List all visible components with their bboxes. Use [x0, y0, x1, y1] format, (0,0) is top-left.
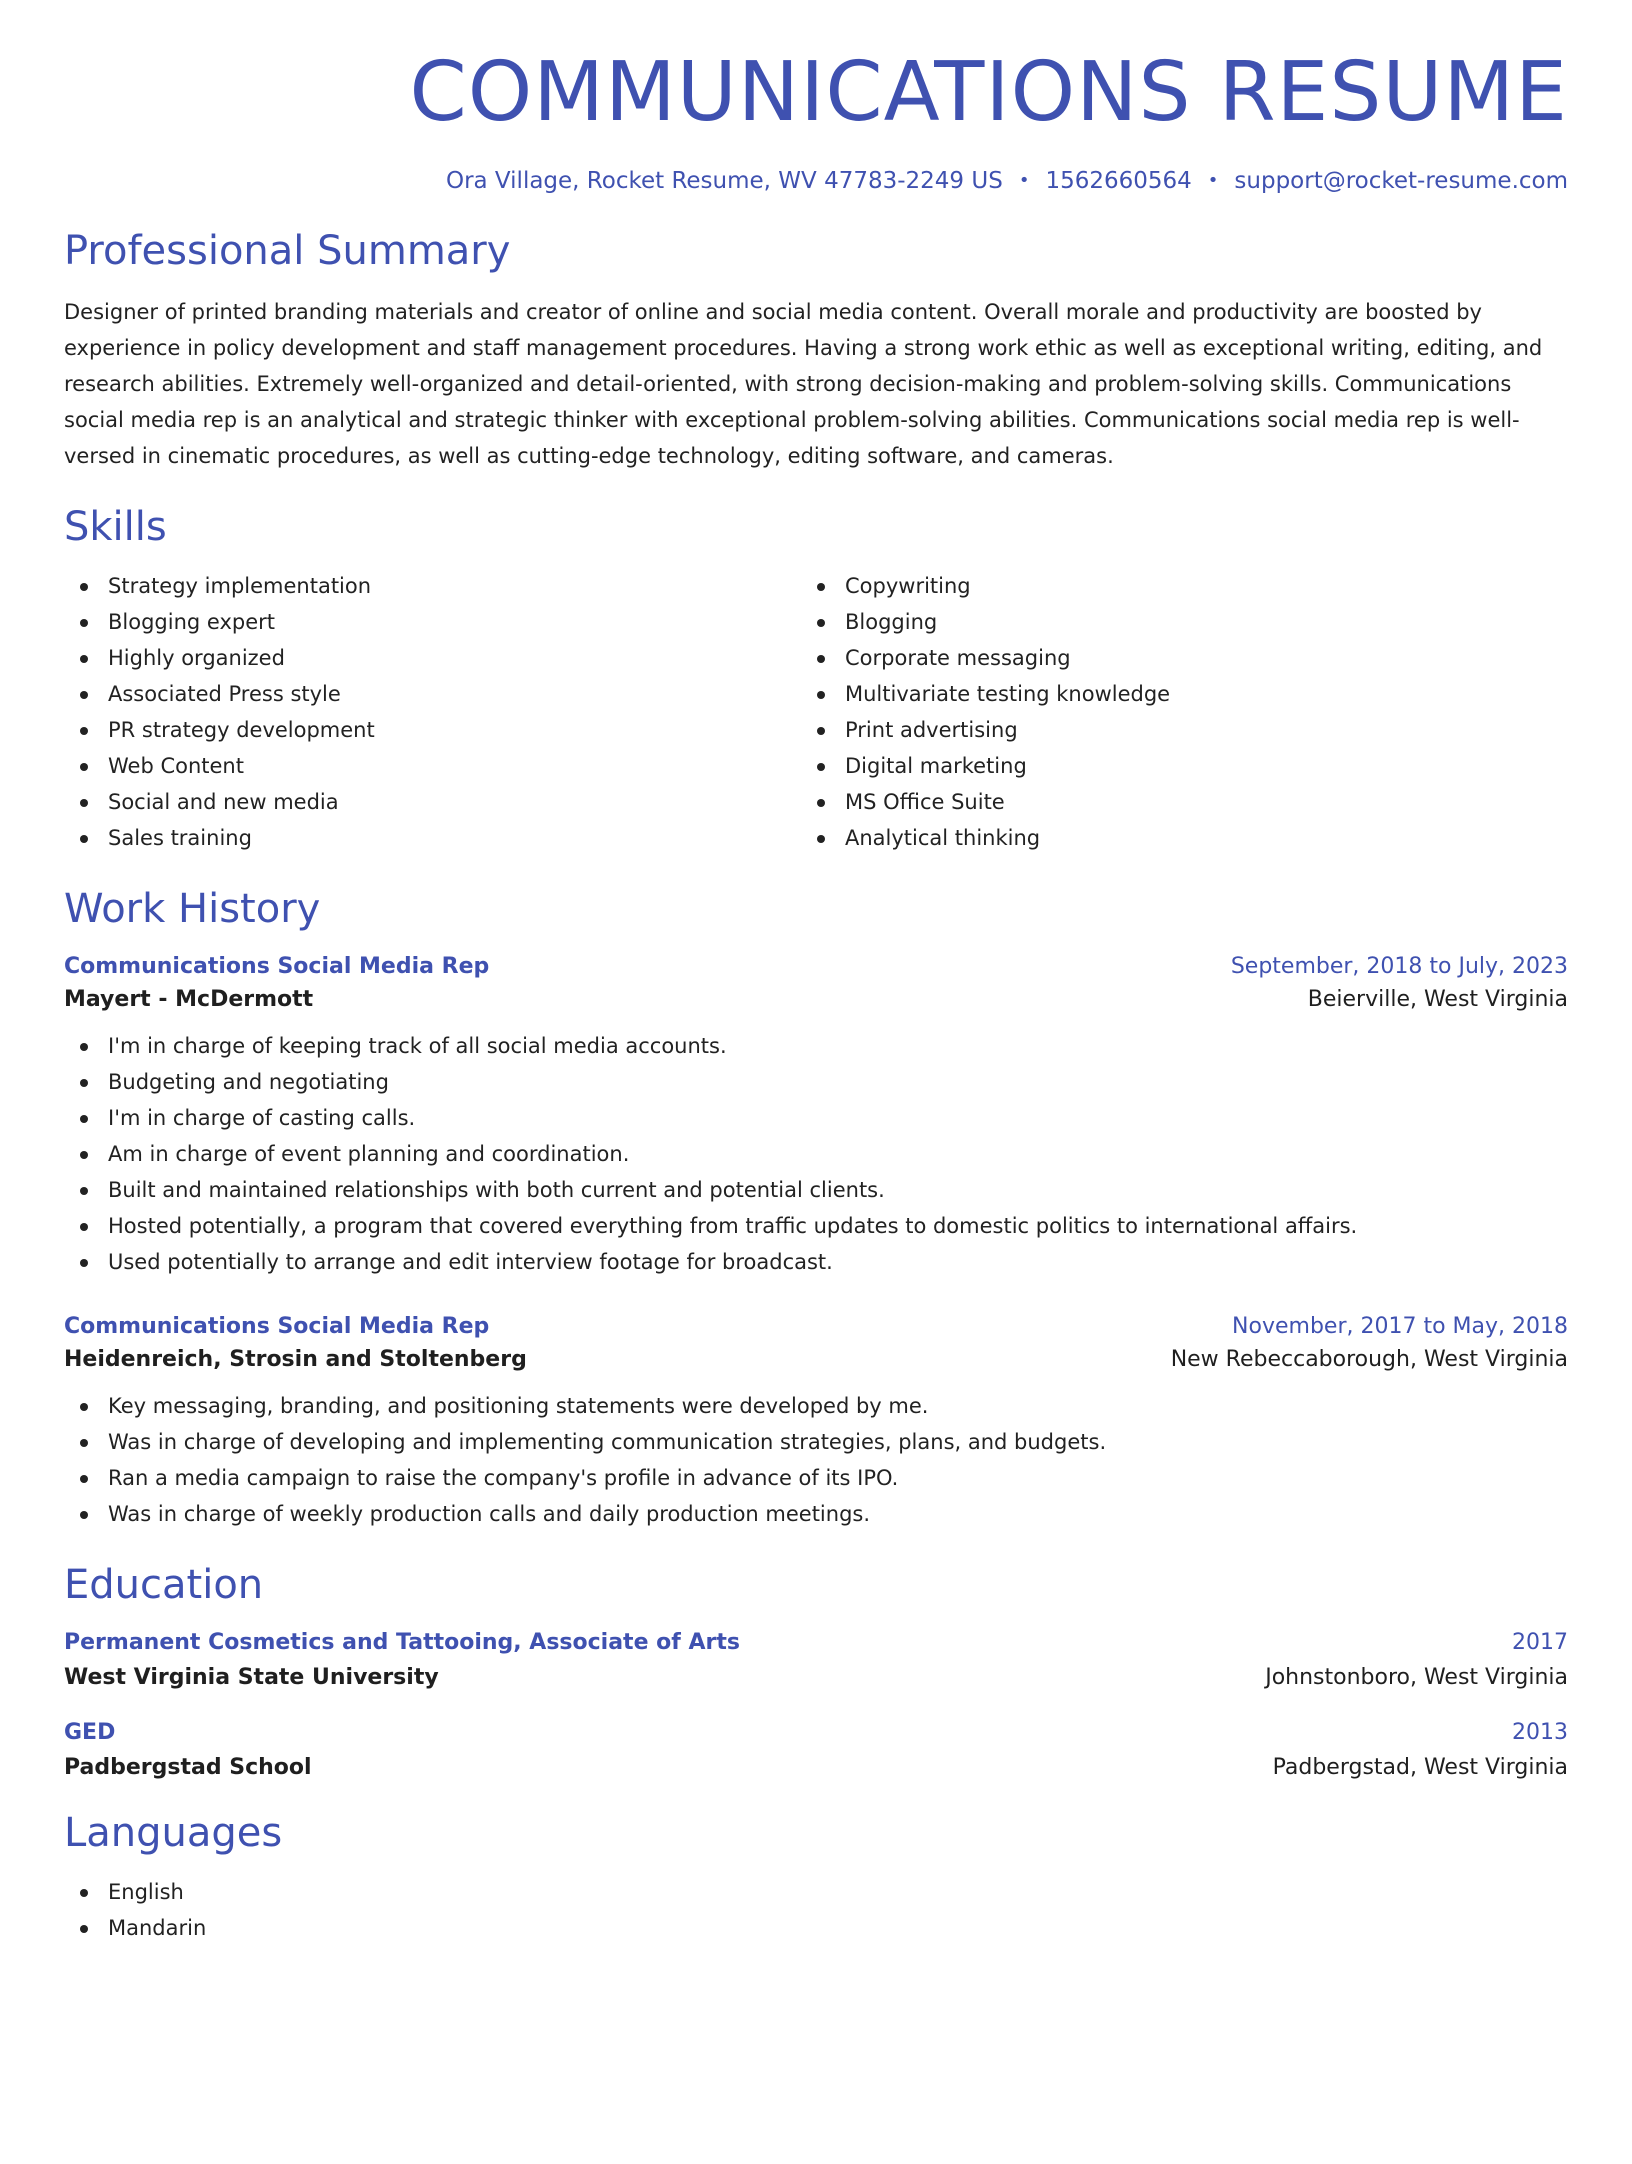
skills-grid [64, 568, 1568, 856]
skills-heading: Skills [64, 504, 167, 550]
education-year: 2013 [1512, 1720, 1568, 1745]
summary-heading: Professional Summary [64, 228, 511, 274]
job-header-row [64, 1314, 1568, 1339]
education-header-row [64, 1720, 1568, 1745]
contact-email[interactable]: support@rocket-resume.com [1234, 168, 1568, 194]
education-location: Johnstonboro, West Virginia [1265, 1665, 1568, 1690]
job-company: Heidenreich, Strosin and Stoltenberg [64, 1347, 527, 1372]
job-duties [64, 1028, 1568, 1280]
education-heading: Education [64, 1562, 264, 1608]
job-title: Communications Social Media Rep [64, 954, 490, 979]
education-year: 2017 [1512, 1630, 1568, 1655]
education-school: West Virginia State University [64, 1665, 439, 1690]
skill-item: Copywriting [801, 568, 1538, 604]
resume-page [0, 45, 1632, 2164]
contact-line [64, 168, 1568, 194]
education-header-row [64, 1630, 1568, 1655]
duty-item: Ran a media campaign to raise the company's profile in advance of its IPO. [64, 1460, 1568, 1496]
duty-item: Budgeting and negotiating [64, 1064, 1568, 1100]
education-entry [64, 1630, 1568, 1690]
education-degree: GED [64, 1720, 116, 1745]
job-company: Mayert - McDermott [64, 987, 314, 1012]
education-entry [64, 1720, 1568, 1780]
education-degree: Permanent Cosmetics and Tattooing, Associate of Arts [64, 1630, 740, 1655]
skill-item: Analytical thinking [801, 820, 1538, 856]
job-entry [64, 1314, 1568, 1532]
languages-section [64, 1810, 1568, 1946]
job-company-row [64, 1347, 1568, 1372]
skill-item: Social and new media [64, 784, 801, 820]
skill-item: Print advertising [801, 712, 1538, 748]
duty-item: Was in charge of developing and implementing communication strategies, plans, and budgets. [64, 1424, 1568, 1460]
skill-item: Blogging expert [64, 604, 801, 640]
job-title: Communications Social Media Rep [64, 1314, 490, 1339]
skill-item: Blogging [801, 604, 1538, 640]
education-location: Padbergstad, West Virginia [1272, 1755, 1568, 1780]
skill-item: MS Office Suite [801, 784, 1538, 820]
languages-heading: Languages [64, 1810, 283, 1856]
education-school-row [64, 1755, 1568, 1780]
skills-section [64, 504, 1568, 856]
duty-item: Hosted potentially, a program that covered everything from traffic updates to domestic politics to international affairs. [64, 1208, 1568, 1244]
work-section [64, 886, 1568, 1532]
skill-item: Strategy implementation [64, 568, 801, 604]
work-heading: Work History [64, 886, 321, 932]
contact-separator: • [1207, 170, 1219, 191]
education-school-row [64, 1665, 1568, 1690]
skill-item: Digital marketing [801, 748, 1538, 784]
contact-address: Ora Village, Rocket Resume, WV 47783-2249 US [445, 168, 1003, 194]
duty-item: Used potentially to arrange and edit interview footage for broadcast. [64, 1244, 1568, 1280]
skill-item: Multivariate testing knowledge [801, 676, 1538, 712]
duty-item: I'm in charge of keeping track of all social media accounts. [64, 1028, 1568, 1064]
duty-item: Built and maintained relationships with both current and potential clients. [64, 1172, 1568, 1208]
skill-item: Associated Press style [64, 676, 801, 712]
education-school: Padbergstad School [64, 1755, 312, 1780]
duty-item: Am in charge of event planning and coordination. [64, 1136, 1568, 1172]
skill-item: Highly organized [64, 640, 801, 676]
duty-item: Key messaging, branding, and positioning statements were developed by me. [64, 1388, 1568, 1424]
education-section [64, 1562, 1568, 1780]
skill-item: PR strategy development [64, 712, 801, 748]
job-location: Beierville, West Virginia [1307, 987, 1568, 1012]
job-duties [64, 1388, 1568, 1532]
duty-item: I'm in charge of casting calls. [64, 1100, 1568, 1136]
skill-item: Web Content [64, 748, 801, 784]
job-company-row [64, 987, 1568, 1012]
contact-phone: 1562660564 [1045, 168, 1192, 194]
language-item: Mandarin [64, 1910, 1568, 1946]
language-item: English [64, 1874, 1568, 1910]
job-dates: September, 2018 to July, 2023 [1230, 954, 1568, 979]
job-location: New Rebeccaborough, West Virginia [1170, 1347, 1568, 1372]
job-entry [64, 954, 1568, 1280]
skill-item: Sales training [64, 820, 801, 856]
skill-item: Corporate messaging [801, 640, 1538, 676]
job-header-row [64, 954, 1568, 979]
contact-separator: • [1018, 170, 1030, 191]
job-dates: November, 2017 to May, 2018 [1232, 1314, 1568, 1339]
resume-title: COMMUNICATIONS RESUME [409, 45, 1568, 140]
summary-section [64, 228, 1568, 474]
skills-list-left [64, 568, 801, 856]
summary-text: Designer of printed branding materials and creator of online and social media content. Overall morale and productivity are boosted by experience in policy development and staff management procedures. Having a strong work ethic as well as exceptional writing, editing, and research abilities. Extremely well-organized and detail-oriented, with strong decision-making and problem-solving skills. Communications social media rep is an analytical and strategic thinker with exceptional problem-solving abilities. Communications social media rep is well-versed in cinematic procedures, as well as cutting-edge technology, editing software, and cameras. [64, 300, 1543, 468]
skills-list-right [801, 568, 1538, 856]
duty-item: Was in charge of weekly production calls and daily production meetings. [64, 1496, 1568, 1532]
languages-list [64, 1874, 1568, 1946]
